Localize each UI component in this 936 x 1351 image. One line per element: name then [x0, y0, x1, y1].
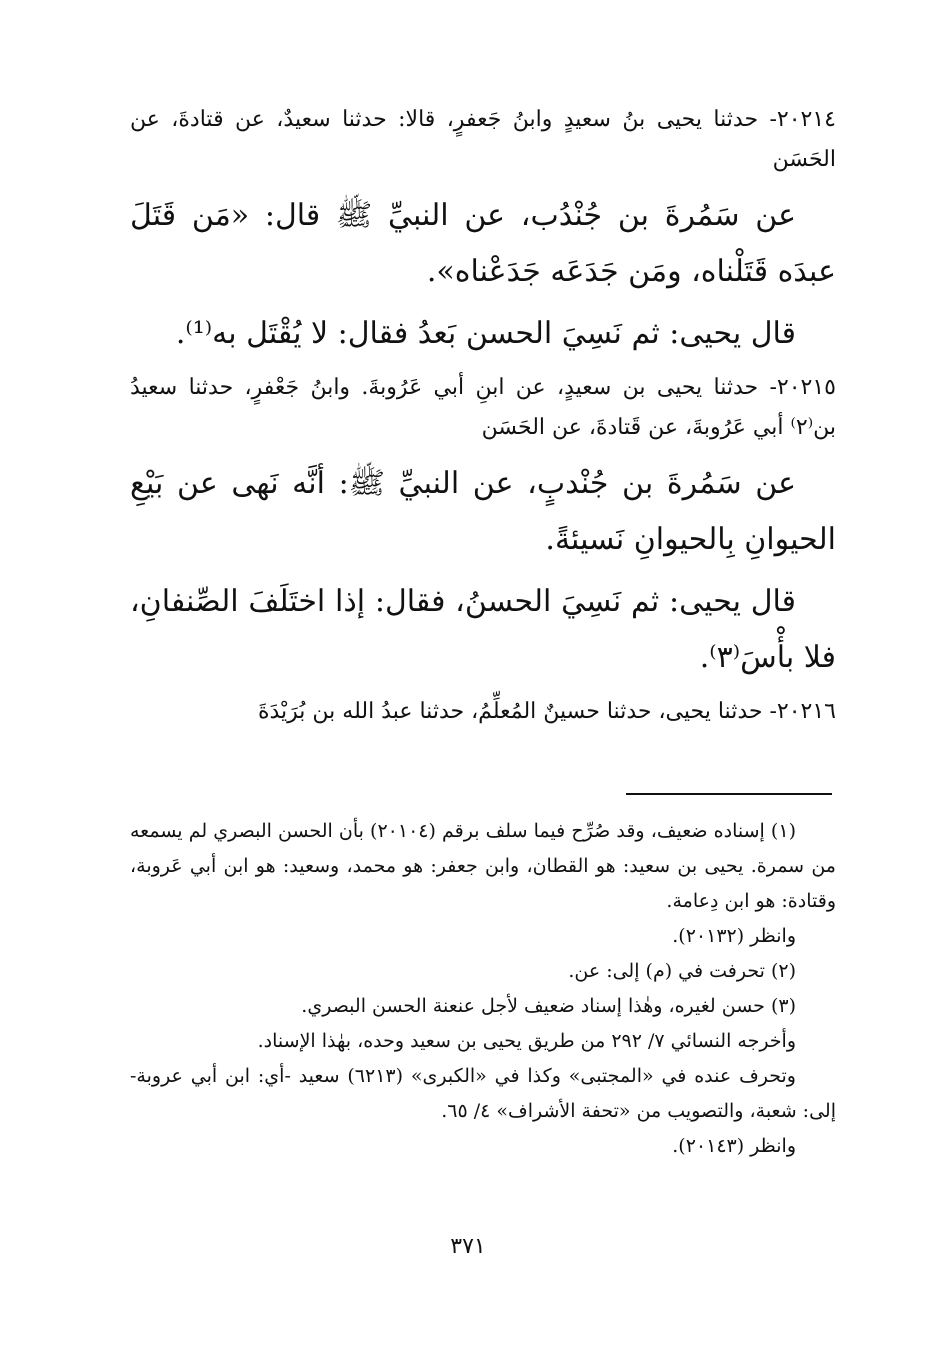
footnote: (٢) تحرفت في (م) إلى: عن. [568, 960, 796, 982]
hadith-text: عن سَمُرةَ بن جُنْدُب، عن النبيِّ ﷺ قال: «مَن قَتَلَ عبدَه قَتَلْناه، ومَن جَدَعَه جَدَعْناه». [130, 198, 836, 289]
footnote: (١) إسناده ضعيف، وقد صُرِّح فيما سلف برقم (٢٠١٠٤) بأن الحسن البصري لم يسمعه من سمرة. يحيى بن سعيد: هو القطان، وابن جعفر: هو محمد، وسعيد: هو ابن أبي عَروبة، وقتادة: هو ابن دِعامة. [130, 820, 836, 912]
hadith-text: قال يحيى: ثم نَسِيَ الحسنُ، فقال: إذا اختَلَفَ الصِّنفانِ، فلا بأْسَ⁽٣⁾. [130, 584, 836, 675]
footnote: وأخرجه النسائي ٧/ ٢٩٢ من طريق يحيى بن سعيد وحده، بهٰذا الإسناد. [257, 1030, 796, 1052]
hadith-chain: ٢٠٢١٥- حدثنا يحيى بن سعيدٍ، عن ابنِ أبي عَرُوبةَ. وابنُ جَعْفرٍ، حدثنا سعيدُ بن⁽٢⁾ أبي عَرُوبةَ، عن قَتادةَ، عن الحَسَن [130, 375, 836, 440]
hadith-text: عن سَمُرةَ بن جُنْدبٍ، عن النبيِّ ﷺ: أنَّه نَهى عن بَيْعِ الحيوانِ بِالحيوانِ نَسيئةً. [130, 466, 836, 557]
footnote: وانظر (٢٠١٣٢). [672, 925, 796, 947]
hadith-body [130, 100, 836, 740]
footnote: وانظر (٢٠١٤٣). [672, 1135, 796, 1157]
footnote: (٣) حسن لغيره، وهٰذا إسناد ضعيف لأجل عنعنة الحسن البصري. [301, 995, 796, 1017]
page-number: ٣٧١ [450, 1234, 486, 1259]
hadith-chain: ٢٠٢١٦- حدثنا يحيى، حدثنا حسينٌ المُعلِّمُ، حدثنا عبدُ الله بن بُرَيْدَةَ [257, 699, 836, 724]
footnote: وتحرف عنده في «المجتبى» وكذا في «الكبرى» (٦٢١٣) سعيد -أي: ابن أبي عروبة- إلى: شعبة، والتصويب من «تحفة الأشراف» ٤/ ٦٥. [130, 1065, 836, 1122]
hadith-chain: ٢٠٢١٤- حدثنا يحيى بنُ سعيدٍ وابنُ جَعفرٍ، قالا: حدثنا سعيدٌ، عن قتادةَ، عن الحَسَن [130, 107, 836, 172]
footnotes [130, 814, 836, 1164]
footnote-divider [626, 793, 832, 795]
hadith-text: قال يحيى: ثم نَسِيَ الحسن بَعدُ فقال: لا يُقْتَل به⁽¹⁾. [175, 316, 796, 351]
